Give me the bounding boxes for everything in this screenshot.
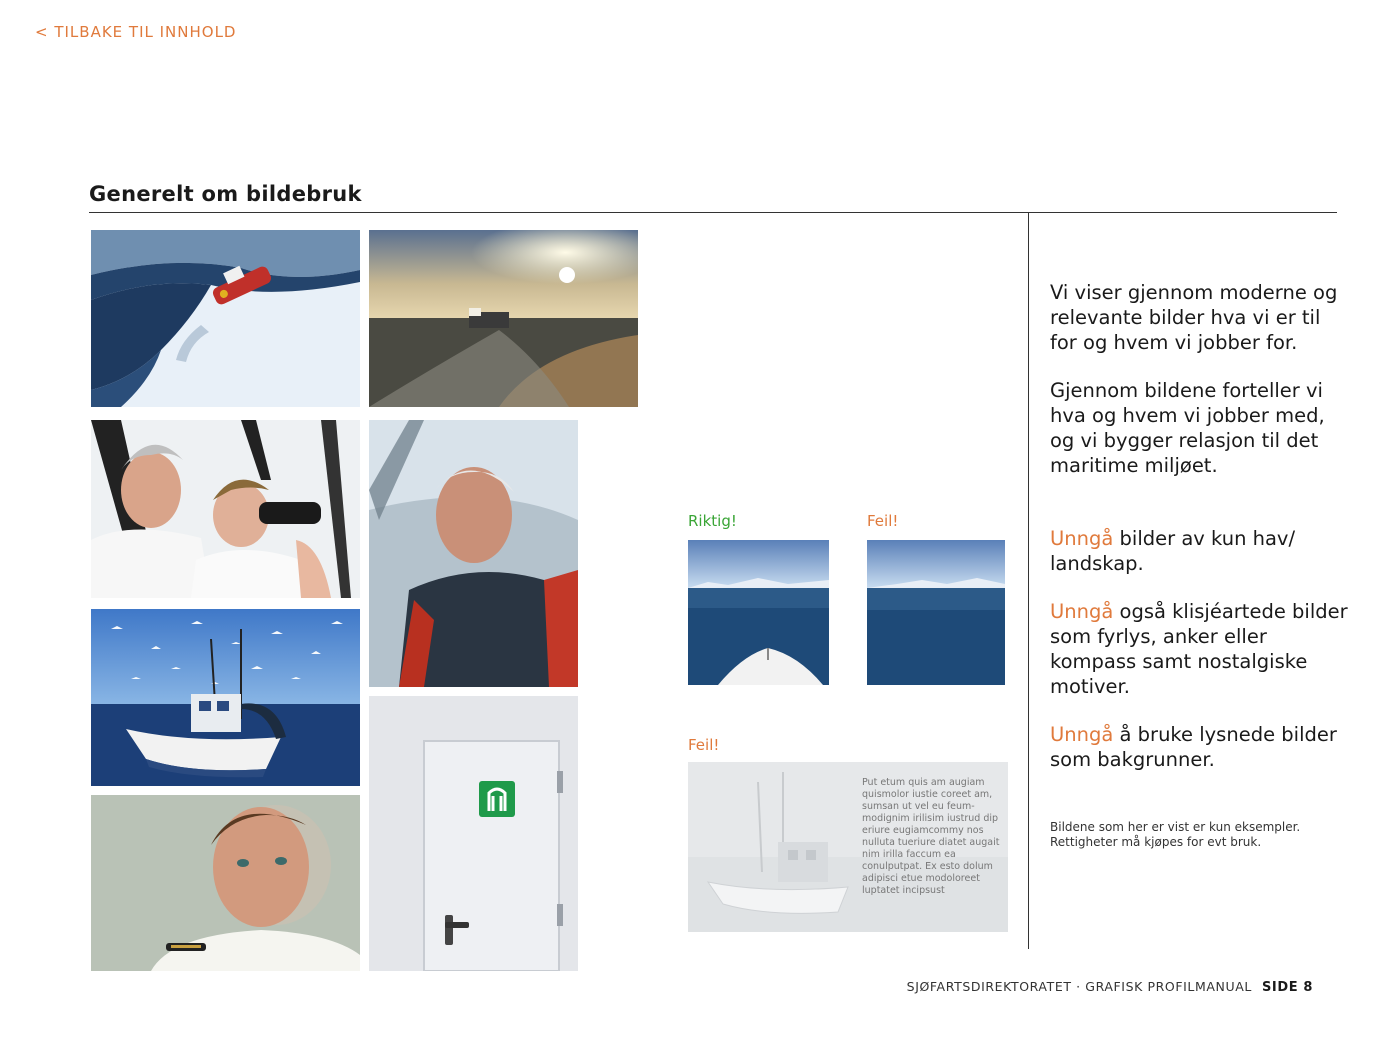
photo-example-correct-bow [688,540,829,685]
photo-officers-binoculars [91,420,360,598]
photo-fishing-boat-gulls [91,609,360,786]
page-number: SIDE 8 [1261,980,1313,995]
photo-example-wrong-sea [867,540,1005,685]
avoid-keyword: Unngå [1050,527,1114,550]
photo-young-officer [91,795,360,971]
rule-avoid-lightened: Unngå å bruke lysnede bilder som bakgrunner. [1050,723,1337,771]
rule-avoid-sea-only: Unngå bilder av kun hav/ landskap. [1050,527,1296,575]
placeholder-body-text: Put etum quis am augiam quismolor iustie coreet am, sumsan ut vel eu feum-modignim irilisim iustrud dip eriure eugiamcommy nos nulluta tueriure diatet augait nim irilla faccum ea conulputpat. Ex esto dolum adipisci etue modoloreet luptatet incipsust [862,777,1000,896]
footer [907,979,1313,995]
avoid-keyword: Unngå [1050,723,1114,746]
intro-paragraph-2: Gjennom bildene forteller vi hva og hvem vi jobber med, og vi bygger relasjon til det maritime miljøet. [1050,379,1325,477]
correct-label: Riktig! [688,512,737,530]
avoid-keyword: Unngå [1050,600,1114,623]
footer-org-manual: SJØFARTSDIREKTORATET · GRAFISK PROFILMANUAL [906,979,1252,994]
photo-door-sign [369,696,578,971]
horizontal-divider [89,212,1337,213]
photo-ship-sunset [369,230,638,407]
photo-older-man [369,420,578,687]
intro-paragraph-1: Vi viser gjennom moderne og relevante bilder hva vi er til for og hvem vi jobber for. [1050,281,1338,354]
back-to-contents-link[interactable]: < TILBAKE TIL INNHOLD [35,23,237,41]
vertical-divider [1028,213,1029,949]
page-title: Generelt om bildebruk [89,182,362,206]
wrong-label-1: Feil! [867,512,899,530]
photo-icebreaker [91,230,360,407]
rule-avoid-cliches: Unngå også klisjéartede bilder som fyrlys, anker eller kompass samt nostalgiske motiver. [1050,600,1348,698]
rights-note: Bildene som her er vist er kun eksempler. Rettigheter må kjøpes for evt bruk. [1050,820,1301,849]
wrong-label-2: Feil! [688,736,720,754]
